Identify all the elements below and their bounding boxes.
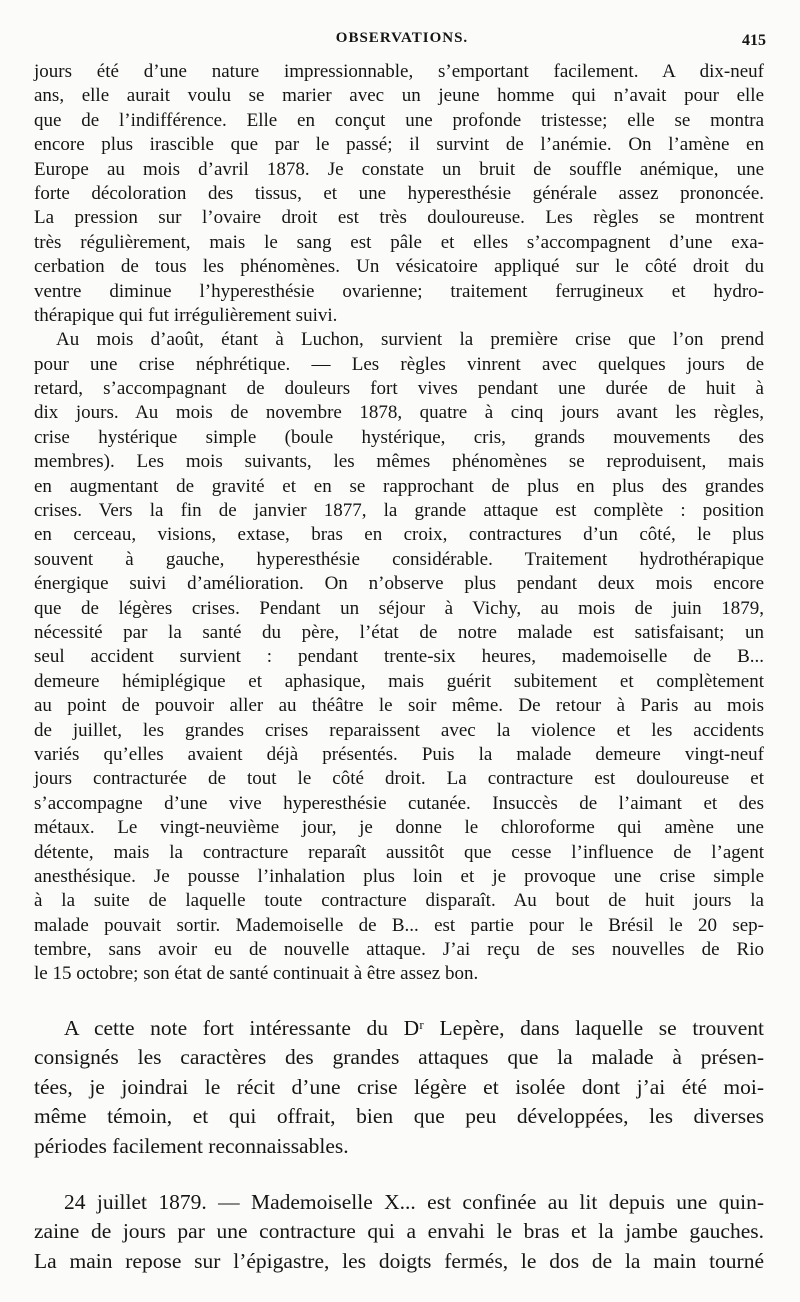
text-line: A cette note fort intéressante du Dʳ Lepère, dans laquelle se trouvent bbox=[64, 1016, 764, 1040]
text-line: s’accompagne d’une vive hyperesthésie cutanée. Insuccès de l’aimant et des bbox=[34, 792, 764, 814]
text-line: variés qu’elles avaient déjà présentés. Puis la malade demeure vingt-neuf bbox=[34, 743, 764, 765]
text-line: seul accident survient : pendant trente-six heures, mademoiselle de B... bbox=[34, 646, 764, 668]
text-line: encore plus irascible que par le passé; il survint de l’anémie. On l’amène en bbox=[34, 134, 764, 156]
text-line: La pression sur l’ovaire droit est très douloureuse. Les règles se montrent bbox=[34, 207, 764, 229]
text-line: ans, elle aurait voulu se marier avec un jeune homme qui n’avait pour elle bbox=[34, 85, 764, 107]
text-line: cerbation de tous les phénomènes. Un vésicatoire appliqué sur le côté droit du bbox=[34, 256, 764, 278]
running-title: OBSERVATIONS. bbox=[335, 30, 469, 46]
text-line: Au mois d’août, étant à Luchon, survient la première crise que l’on prend bbox=[56, 329, 764, 351]
text-line: demeure hémiplégique et aphasique, mais guérit subitement et complètement bbox=[34, 670, 764, 692]
text-line: zaine de jours par une contracture qui a envahi le bras et la jambe gauches. bbox=[34, 1219, 764, 1244]
text-line: de juillet, les grandes crises reparaissent avec la violence et les accidents bbox=[34, 719, 764, 741]
text-line: au point de pouvoir aller au théâtre le soir même. De retour à Paris au mois bbox=[34, 695, 764, 717]
text-line: énergique suivi d’amélioration. On n’observe plus pendant deux mois encore bbox=[34, 573, 764, 595]
text-line: Europe au mois d’avril 1878. Je constate un bruit de souffle anémique, une bbox=[34, 158, 764, 180]
text-line: souvent à gauche, hyperesthésie considérable. Traitement hydrothérapique bbox=[34, 548, 764, 570]
case-entry-paragraph bbox=[34, 1188, 764, 1276]
text-line: métaux. Le vingt-neuvième jour, je donne le chloroforme qui amène une bbox=[34, 817, 764, 839]
text-line: à la suite de laquelle toute contracture disparaît. Au bout de huit jours la bbox=[34, 890, 764, 912]
commentary-paragraph bbox=[34, 1014, 764, 1161]
text-line: que de l’indifférence. Elle en conçut une profonde tristesse; elle se montra bbox=[34, 109, 764, 131]
text-line: consignés les caractères des grandes attaques que la malade à présen- bbox=[34, 1045, 764, 1070]
page-number: 415 bbox=[742, 32, 766, 49]
text-line: ventre diminue l’hyperesthésie ovarienne; traitement ferrugineux et hydro- bbox=[34, 280, 764, 302]
text-line: crise hystérique simple (boule hystérique, cris, grands mouvements des bbox=[34, 426, 764, 448]
text-line: forte décoloration des tissus, et une hyperesthésie générale assez prononcée. bbox=[34, 182, 764, 204]
text-line: anesthésique. Je pousse l’inhalation plus loin et je provoque une crise simple bbox=[34, 865, 764, 887]
text-line: en cerceau, visions, extase, bras en croix, contractures d’un côté, le plus bbox=[34, 524, 764, 546]
text-line: le 15 octobre; son état de santé continuait à être assez bon. bbox=[34, 963, 479, 985]
observation-text bbox=[34, 60, 764, 987]
text-line: jours contracturée de tout le côté droit. La contracture est douloureuse et bbox=[34, 768, 764, 790]
text-line: retard, s’accompagnant de douleurs fort vives pendant une durée de huit à bbox=[34, 378, 764, 400]
text-line: détente, mais la contracture reparaît aussitôt que cesse l’influence de l’agent bbox=[34, 841, 764, 863]
text-line: crises. Vers la fin de janvier 1877, la grande attaque est complète : position bbox=[34, 500, 764, 522]
text-line: que de légères crises. Pendant un séjour à Vichy, au mois de juin 1879, bbox=[34, 597, 764, 619]
text-line: en augmentant de gravité et en se rapprochant de plus en plus des grandes bbox=[34, 475, 764, 497]
text-line: malade pouvait sortir. Mademoiselle de B... est partie pour le Brésil le 20 sep- bbox=[34, 914, 764, 936]
text-line: membres). Les mois suivants, les mêmes phénomènes se reproduisent, mais bbox=[34, 451, 764, 473]
text-line: nécessité par la santé du père, l’état de notre malade est satisfaisant; un bbox=[34, 621, 764, 643]
text-line: jours été d’une nature impressionnable, s’emportant facilement. A dix-neuf bbox=[34, 61, 764, 82]
text-line: pour une crise néphrétique. — Les règles vinrent avec quelques jours de bbox=[34, 353, 764, 375]
text-line: périodes facilement reconnaissables. bbox=[34, 1133, 349, 1158]
text-line: tembre, sans avoir eu de nouvelle attaque. J’ai reçu de ses nouvelles de Rio bbox=[34, 939, 764, 961]
text-line: tées, je joindrai le récit d’une crise légère et isolée dont j’ai été moi- bbox=[34, 1074, 764, 1099]
text-line: même témoin, et qui offrait, bien que peu développées, les diverses bbox=[34, 1104, 764, 1129]
text-line: La main repose sur l’épigastre, les doigts fermés, le dos de la main tourné bbox=[34, 1248, 764, 1273]
page-header bbox=[34, 26, 770, 52]
text-line: très régulièrement, mais le sang est pâle et elles s’accompagnent d’une exa- bbox=[34, 231, 764, 253]
text-line: dix jours. Au mois de novembre 1878, quatre à cinq jours avant les règles, bbox=[34, 402, 764, 424]
text-line: thérapique qui fut irrégulièrement suivi. bbox=[34, 304, 338, 326]
text-line: 24 juillet 1879. — Mademoiselle X... est confinée au lit depuis une quin- bbox=[64, 1190, 764, 1214]
